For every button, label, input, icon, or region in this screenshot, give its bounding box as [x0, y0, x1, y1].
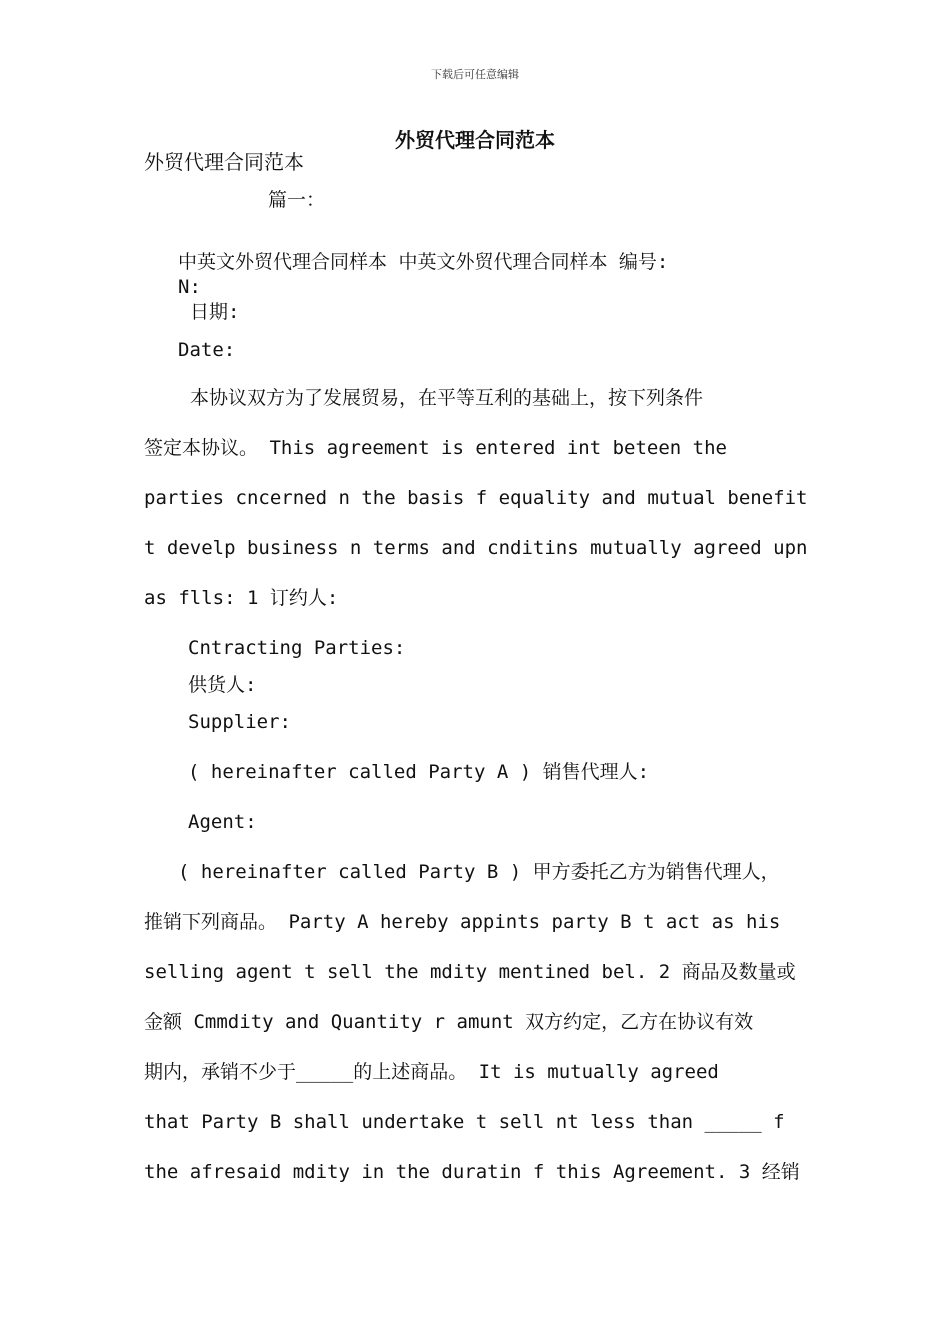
text-line: Date:: [178, 339, 236, 361]
text-line: selling agent t sell the mdity mentined bel. 2 商品及数量或: [144, 961, 796, 983]
text-line: 本协议双方为了发展贸易，在平等互利的基础上，按下列条件: [190, 387, 704, 409]
text-line: Supplier:: [188, 711, 291, 733]
text-line: 日期:: [190, 301, 240, 323]
text-line: the afresaid mdity in the duratin f this Agreement. 3 经销: [144, 1161, 800, 1183]
text-line: 期内，承销不少于_____的上述商品。 It is mutually agreed: [144, 1061, 719, 1083]
text-line: 金额 Cmmdity and Quantity r amunt 双方约定，乙方在协议有效: [144, 1011, 754, 1033]
text-line: that Party B shall undertake t sell nt less than _____ f: [144, 1111, 785, 1133]
text-line: 供货人:: [188, 674, 257, 696]
text-line: parties cncerned n the basis f equality and mutual benefit: [144, 487, 808, 509]
text-line: 中英文外贸代理合同样本 中英文外贸代理合同样本 编号:: [178, 251, 669, 273]
section-heading: 篇一：: [268, 189, 326, 211]
document-title: 外贸代理合同范本: [395, 128, 555, 152]
text-line: ( hereinafter called Party A ) 销售代理人:: [188, 761, 650, 783]
text-line: Cntracting Parties:: [188, 637, 406, 659]
text-line: N:: [178, 276, 201, 298]
text-line: as flls: 1 订约人:: [144, 587, 339, 609]
header-note: 下载后可任意编辑: [431, 68, 519, 81]
text-line: 签定本协议。 This agreement is entered int beteen the: [144, 437, 727, 459]
text-line: 推销下列商品。 Party A hereby appints party B t act as his: [144, 911, 781, 933]
document-subtitle: 外贸代理合同范本: [144, 150, 304, 174]
text-line: ( hereinafter called Party B ) 甲方委托乙方为销售代理人，: [178, 861, 780, 883]
text-line: t develp business n terms and cnditins mutually agreed upn: [144, 537, 808, 559]
text-line: Agent:: [188, 811, 257, 833]
